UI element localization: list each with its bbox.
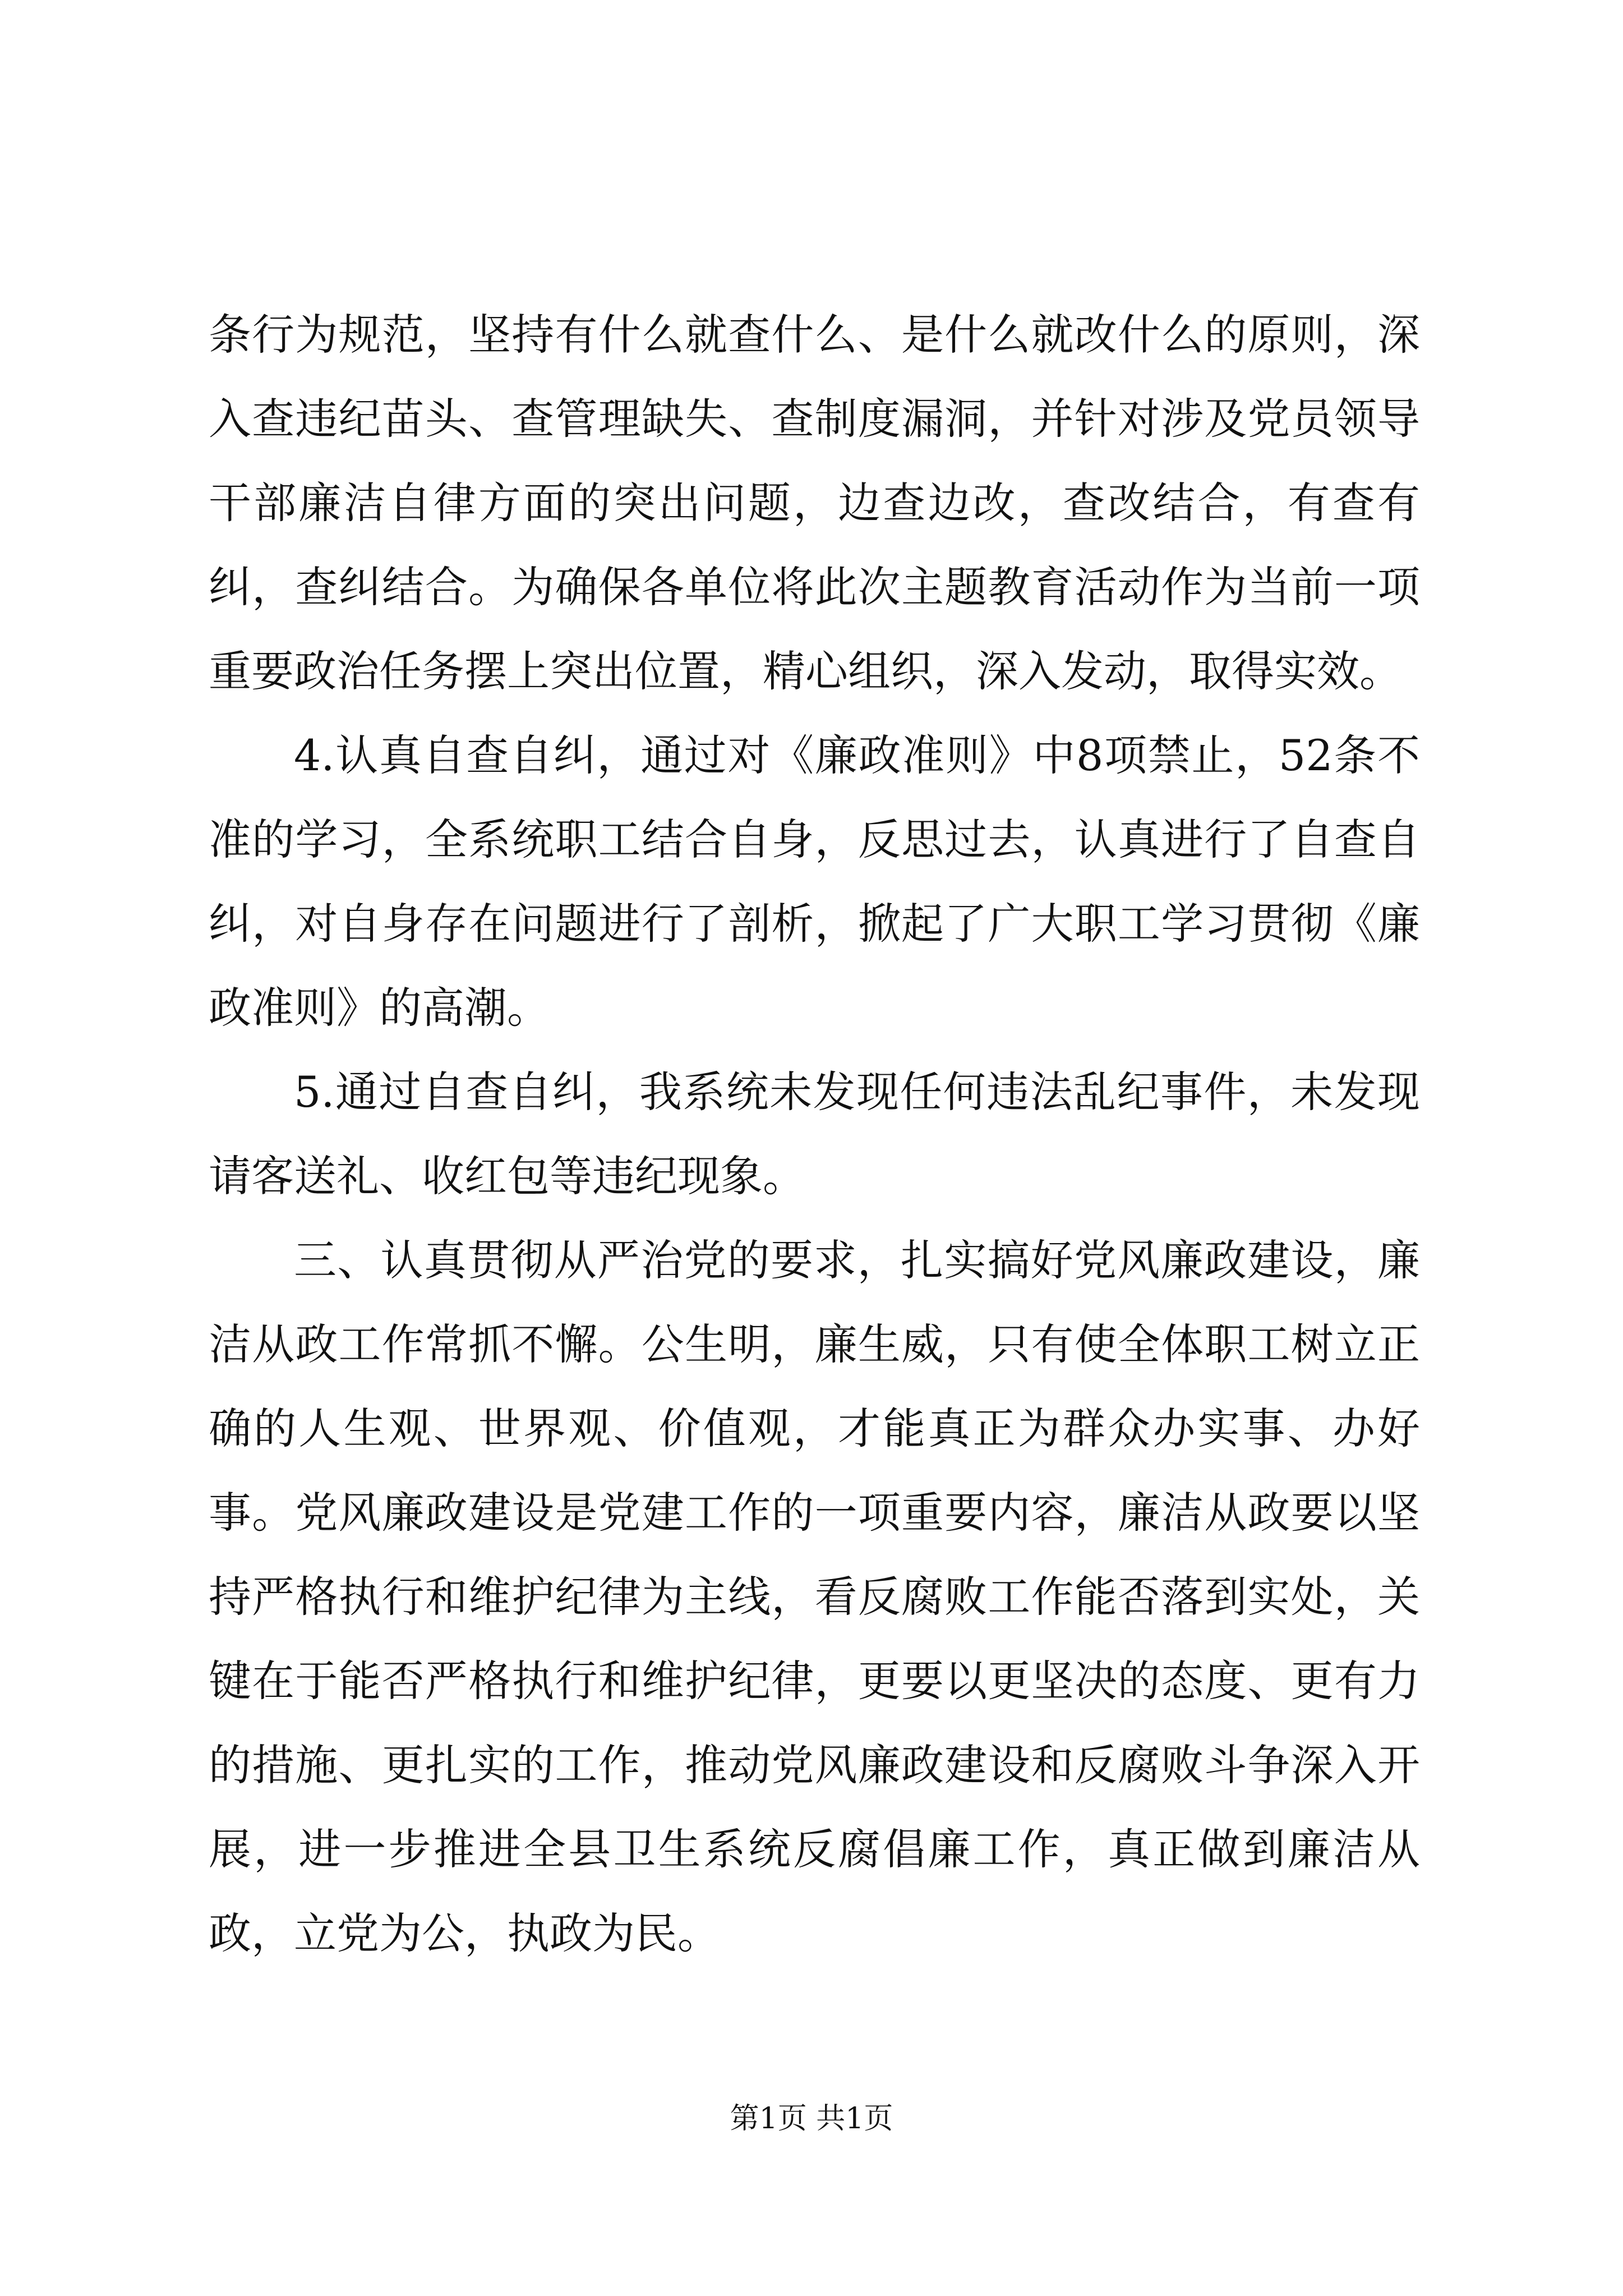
page-footer: 第1页 共1页 — [730, 2102, 893, 2136]
paragraph-section-3: 三、认真贯彻从严治党的要求，扎实搞好党风廉政建设，廉洁从政工作常抓不懈。公生明，廉生威，只有使全体职工树立正确的人生观、世界观、价值观，才能真正为群众办实事、办好事。党风廉政建设是党建工作的一项重要内容，廉洁从政要以坚持严格执行和维护纪律为主线，看反腐败工作能否落到实处，关键在于能否严格执行和维护纪律，更要以更坚决的态度、更有力的措施、更扎实的工作，推动党风廉政建设和反腐败斗争深入开展，进一步推进全县卫生系统反腐倡廉工作，真正做到廉洁从政，立党为公，执政为民。 — [209, 1235, 1420, 1958]
paragraph-item-5: 5.通过自查自纠，我系统未发现任何违法乱纪事件，未发现请客送礼、收红包等违纪现象。 — [209, 1067, 1420, 1201]
paragraph-continuation: 条行为规范，坚持有什么就查什么、是什么就改什么的原则，深入查违纪苗头、查管理缺失、查制度漏洞，并针对涉及党员领导干部廉洁自律方面的突出问题，边查边改，查改结合，有查有纠，查纠结合。为确保各单位将此次主题教育活动作为当前一项重要政治任务摆上突出位置，精心组织，深入发动，取得实效。 — [209, 310, 1420, 696]
document-body — [209, 293, 1420, 1976]
paragraph-item-4: 4.认真自查自纠，通过对《廉政准则》中8项禁止，52条不准的学习，全系统职工结合自身，反思过去，认真进行了自查自纠，对自身存在问题进行了剖析，掀起了广大职工学习贯彻《廉政准则》的高潮。 — [209, 730, 1420, 1033]
